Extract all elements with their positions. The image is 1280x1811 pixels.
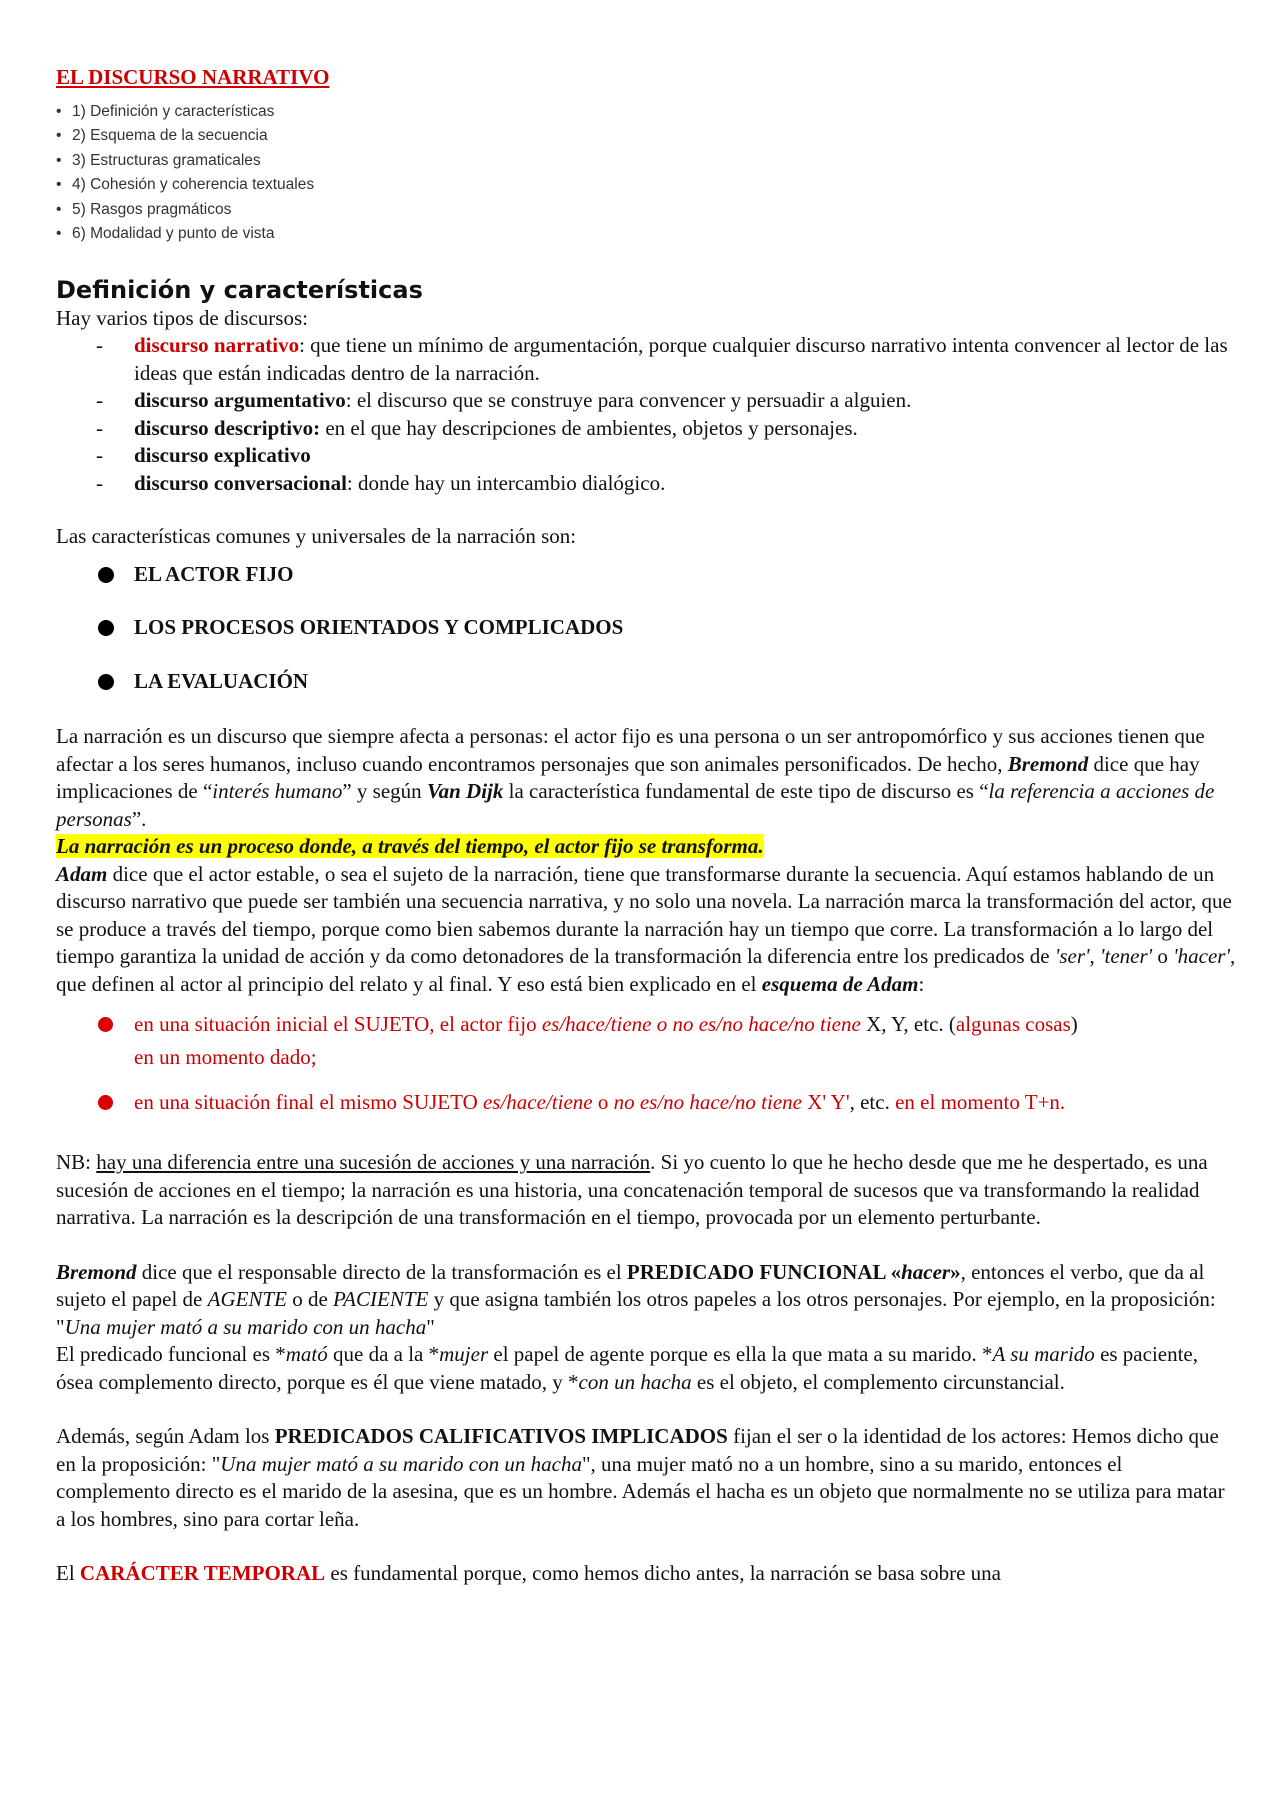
highlight-sentence <box>56 833 1236 861</box>
text: que da a la * <box>327 1342 440 1366</box>
text: es fundamental porque, como hemos dicho antes, la narración se basa sobre una <box>325 1561 1001 1585</box>
term: 'ser' <box>1054 944 1090 968</box>
list-item <box>56 614 1236 642</box>
text: o de <box>286 1287 334 1311</box>
quote: interés humano <box>212 779 343 803</box>
list-item <box>56 332 1236 387</box>
paragraph-predicado <box>56 1259 1236 1397</box>
text: en el momento T+n. <box>895 1090 1066 1114</box>
term: CARÁCTER TEMPORAL <box>79 1561 326 1585</box>
list-item <box>56 470 1236 498</box>
text: El <box>56 1561 80 1585</box>
bullet-icon <box>98 1017 113 1032</box>
term: hacer <box>901 1259 951 1284</box>
text: NB: <box>56 1150 97 1174</box>
paragraph-calificativos <box>56 1423 1236 1533</box>
toc-item: • 3) Estructuras gramaticales <box>56 149 1236 174</box>
text: es/hace/tiene o no es/no hace/no tiene <box>541 1012 861 1036</box>
text: " <box>426 1314 435 1339</box>
toc-item: • 6) Modalidad y punto de vista <box>56 222 1236 247</box>
paragraph-nb <box>56 1149 1236 1232</box>
bullet-icon <box>98 1095 113 1110</box>
text: es el objeto, el complemento circunstancial. <box>691 1369 1065 1394</box>
text: la característica fundamental de este tipo de discurso es “ <box>503 779 989 803</box>
text: La narración es un discurso que siempre afecta a personas: el actor fijo es una persona o un ser antropomórfico y sus acciones tienen que afectar a los seres humanos, incluso cuando encontramos personajes que son animales personificados. De hecho, <box>56 724 1205 776</box>
feature-label: LOS PROCESOS ORIENTADOS Y COMPLICADOS <box>134 615 624 639</box>
text: ) <box>1070 1012 1078 1036</box>
dash-marker: - <box>96 470 103 495</box>
adam-scheme-list <box>56 1008 1236 1119</box>
paragraph-adam <box>56 861 1236 999</box>
toc-item: • 4) Cohesión y coherencia textuales <box>56 173 1236 198</box>
term: PREDICADOS CALIFICATIVOS IMPLICADOS <box>274 1424 728 1448</box>
section-heading: Definición y características <box>56 275 423 304</box>
term: mató <box>285 1342 328 1366</box>
discourse-types-list <box>56 332 1236 497</box>
text: es paciente, ósea complemento directo, porque es él que viene matado, y * <box>56 1342 1199 1394</box>
term: discurso argumentativo <box>134 388 346 412</box>
term: PREDICADO FUNCIONAL « <box>626 1259 902 1284</box>
author-name: Bremond <box>56 1259 137 1284</box>
term-text: : el discurso que se construye para convencer y persuadir a alguien. <box>345 388 912 412</box>
dash-marker: - <box>96 443 103 467</box>
text: en un momento dado; <box>134 1045 317 1069</box>
text: y que asigna también los otros papeles a los otros personajes. Por ejemplo, en la proposición: " <box>56 1287 1216 1339</box>
text: , <box>1089 944 1100 968</box>
text: fijan el ser o la identidad de los actores: Hemos dicho que en la proposición: " <box>56 1424 1219 1476</box>
text: . Si yo cuento lo que he hecho desde que me he despertado, es una sucesión de acciones en el tiempo; la narración es una historia, una concatenación temporal de sucesos que va transformando la realidad narrativa. La narración es la descripción de una transformación en el tiempo, provocada por un elemento perturbante. <box>56 1150 1208 1229</box>
term: discurso narrativo <box>134 333 300 357</box>
types-intro: Hay varios tipos de discursos: <box>56 305 308 330</box>
document-title: EL DISCURSO NARRATIVO <box>56 65 330 89</box>
term: discurso descriptivo: <box>134 415 321 440</box>
quote: Una mujer mató a su marido con un hacha <box>64 1314 427 1339</box>
text: Además, según Adam los <box>56 1424 275 1448</box>
dash-marker: - <box>96 333 103 357</box>
text: en una situación final el mismo SUJETO <box>134 1090 483 1114</box>
term-text: en el que hay descripciones de ambientes, objetos y personajes. <box>320 415 858 440</box>
text: ”. <box>131 806 147 831</box>
term-text: : que tiene un mínimo de argumentación, porque cualquier discurso narrativo intenta convencer al lector de las ideas que están indicadas dentro de la narración. <box>134 333 1228 385</box>
list-item <box>56 387 1236 415</box>
text: : <box>918 971 925 996</box>
feature-label: LA EVALUACIÓN <box>134 668 309 693</box>
highlighted-text: La narración es un proceso donde, a través del tiempo, el actor fijo se transforma. <box>56 834 764 858</box>
list-item <box>56 561 1236 589</box>
text: en una situación inicial el SUJETO, el actor fijo <box>134 1012 542 1036</box>
bullet-icon <box>98 674 114 690</box>
author-name: Adam <box>56 861 108 886</box>
text: es/hace/tiene <box>482 1090 593 1114</box>
term: PACIENTE <box>333 1287 429 1311</box>
term: con un hacha <box>578 1369 692 1394</box>
toc-item: • 1) Definición y características <box>56 100 1236 125</box>
term: discurso explicativo <box>134 443 311 467</box>
text: El predicado funcional es * <box>56 1342 286 1366</box>
author-name: Van Dijk <box>426 779 504 803</box>
text: no es/no hace/no tiene <box>613 1090 802 1114</box>
text: dice que el actor estable, o sea el sujeto de la narración, tiene que transformarse durante la secuencia. Aquí estamos hablando de un discurso narrativo que puede ser también una secuencia narrativa, y no solo una novela. La narración marca la transformación del actor, que se produce a través del tiempo, porque como bien sabemos durante la narración hay un tiempo que corre. La transformación a lo largo del tiempo garantiza la unidad de acción y da como detonadores de la transformación la diferencia entre los predicados de <box>56 861 1232 968</box>
list-item <box>56 668 1236 696</box>
text: , que definen al actor al principio del relato y al final. Y eso está bien explicado en el <box>56 944 1236 996</box>
paragraph-actor <box>56 723 1236 833</box>
text: dice que el responsable directo de la transformación es el <box>136 1259 627 1284</box>
features-intro: Las características comunes y universales de la narración son: <box>56 524 577 548</box>
bullet-icon <box>98 620 114 636</box>
list-item <box>56 1086 1236 1119</box>
term: 'tener' <box>1100 944 1153 968</box>
list-item <box>56 442 1236 470</box>
term: A su marido <box>992 1342 1095 1366</box>
text: o <box>1152 944 1174 968</box>
feature-label: EL ACTOR FIJO <box>134 561 294 586</box>
list-item <box>56 1008 1236 1074</box>
underlined-text: hay una diferencia entre una sucesión de acciones y una narración <box>96 1150 651 1174</box>
document-page <box>56 64 1236 1588</box>
term: » <box>950 1259 961 1284</box>
term: 'hacer' <box>1173 944 1230 968</box>
text: , entonces el verbo, que da al sujeto el papel de <box>56 1259 1205 1311</box>
bullet-icon <box>98 567 114 583</box>
paragraph-temporal <box>56 1560 1236 1588</box>
author-name: Bremond <box>1007 751 1089 776</box>
dash-marker: - <box>96 415 103 440</box>
term: discurso conversacional <box>134 470 347 495</box>
term: AGENTE <box>207 1287 287 1311</box>
text: algunas cosas <box>955 1012 1071 1036</box>
text: ” y según <box>342 779 427 803</box>
text: ", una mujer mató no a un hombre, sino a su marido, entonces el complemento directo es el marido de la asesina, que es un hombre. Además el hacha es un objeto que normalmente no se utiliza para matar a los hombres, sino para cortar leña. <box>56 1451 1225 1531</box>
features-list <box>56 561 1236 696</box>
toc-item: • 5) Rasgos pragmáticos <box>56 198 1236 223</box>
list-item <box>56 415 1236 443</box>
text: dice que hay implicaciones de “ <box>56 751 1200 803</box>
text: X, Y, etc. ( <box>860 1012 956 1036</box>
table-of-contents <box>56 100 1236 247</box>
term-text: : donde hay un intercambio dialógico. <box>346 470 666 495</box>
text: el papel de agente porque es ella la que mata a su marido. * <box>488 1342 993 1366</box>
toc-item: • 2) Esquema de la secuencia <box>56 124 1236 149</box>
quote: Una mujer mató a su marido con un hacha <box>220 1451 582 1476</box>
dash-marker: - <box>96 388 103 412</box>
term: mujer <box>439 1342 489 1366</box>
text: o <box>592 1090 614 1114</box>
text: , etc. <box>849 1090 896 1114</box>
text: X' Y' <box>801 1090 850 1114</box>
term: esquema de Adam <box>761 971 919 996</box>
quote: la referencia a acciones de personas <box>56 779 1215 831</box>
